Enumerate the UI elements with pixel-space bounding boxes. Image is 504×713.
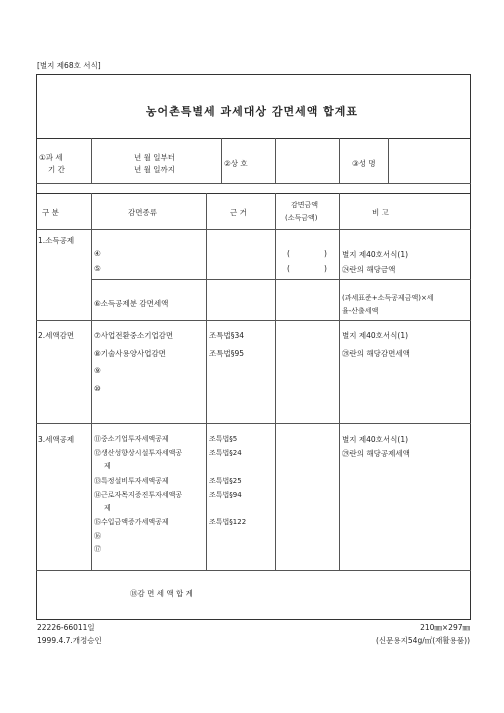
credit-item: ⑰ [94, 545, 101, 553]
divider [206, 193, 207, 570]
reduction-item: ⑨ [94, 366, 101, 375]
paper-size: 210㎜×297㎜ [420, 623, 470, 632]
amount-field[interactable]: ( [287, 249, 290, 258]
divider [339, 138, 340, 183]
divider [275, 193, 276, 570]
credit-remark: ㉙란의 해당공제세액 [342, 449, 410, 458]
name-label: ③성 명 [352, 159, 376, 168]
credit-item: ⑪중소기업투자세액공제 [94, 435, 169, 443]
trade-name-label: ②상 호 [224, 159, 248, 168]
credit-remark: 별지 제40호서식(1) [342, 435, 409, 444]
divider [91, 193, 92, 570]
credit-basis: 조특법§24 [209, 449, 242, 457]
reduction-item: ⑧기술사용양사업감면 [94, 349, 166, 358]
income-remark: ㉔란의 해당금액 [342, 265, 396, 274]
income-item: ⑤ [94, 264, 101, 273]
period-from-field[interactable]: 년 월 일부터 [134, 153, 175, 162]
credit-item: 제 [104, 462, 111, 470]
approval-date: 1999.4.7.개정승인 [37, 636, 102, 645]
header-basis: 근 거 [230, 208, 247, 217]
form-code: 22226-66011일 [37, 623, 95, 632]
credit-basis: 조특법§5 [209, 435, 238, 443]
credit-basis: 조특법§25 [209, 477, 242, 485]
credit-basis: 조특법§122 [209, 518, 247, 526]
header-category: 구 분 [42, 208, 59, 217]
section-reduction-label: 2.세액감면 [38, 331, 75, 340]
reduction-item: ⑦사업전환중소기업감면 [94, 331, 174, 340]
credit-item: ⑯ [94, 532, 101, 540]
divider [36, 570, 471, 571]
form-title: 농어촌특별세 과세대상 감면세액 합계표 [145, 105, 359, 118]
section-credit-label: 3.세액공제 [38, 435, 75, 444]
period-label: ①과 세 [39, 153, 63, 162]
divider [91, 279, 471, 280]
divider [388, 138, 389, 183]
period-to-field[interactable]: 년 월 일까지 [134, 165, 175, 174]
credit-item: 제 [104, 504, 111, 512]
paper-type: (신문용지54g/㎡(재활용품)) [376, 636, 470, 645]
income-item: ④ [94, 249, 101, 258]
credit-item: ⑫생산성향상시설투자세액공 [94, 449, 183, 457]
divider [36, 423, 471, 424]
income-formula: 율-산출세액 [342, 307, 379, 315]
reduction-basis: 조특법§95 [209, 349, 245, 358]
divider [36, 183, 471, 184]
income-remark: 별지 제40호서식(1) [342, 250, 409, 259]
total-label: ⑱감 면 세 액 합 계 [130, 589, 193, 598]
divider [36, 138, 471, 139]
divider [36, 320, 471, 321]
header-remarks: 비 고 [372, 208, 389, 217]
header-amount: 감면금액 [291, 201, 319, 209]
reduction-remark: ㉘란의 해당감면세액 [342, 349, 410, 358]
divider [275, 138, 276, 183]
divider [36, 229, 471, 230]
credit-item: ⑬특정설비투자세액공제 [94, 477, 169, 485]
amount-field[interactable]: ( [287, 264, 290, 273]
period-label: 기 간 [48, 165, 65, 174]
divider [221, 138, 222, 183]
reduction-item: ⑩ [94, 384, 101, 393]
income-formula: (과세표준+소득공제금액)×세 [342, 294, 434, 302]
divider [36, 193, 471, 194]
form-frame [36, 74, 471, 620]
amount-field-close: ) [324, 249, 327, 258]
amount-field-close: ) [324, 264, 327, 273]
credit-basis: 조특법§94 [209, 491, 242, 499]
divider [91, 138, 92, 183]
divider [339, 193, 340, 570]
header-reduction-type: 감면종류 [128, 208, 157, 217]
header-amount-sub: (소득금액) [285, 214, 318, 222]
reduction-basis: 조특법§34 [209, 331, 245, 340]
reduction-remark: 별지 제40호서식(1) [342, 331, 409, 340]
section-income-label: 1.소득공제 [38, 236, 75, 245]
income-item: ⑥소득공제분 감면세액 [94, 299, 169, 308]
credit-item: ⑮수입금액증가세액공제 [94, 518, 169, 526]
credit-item: ⑭근로자목지증진투자세액공 [94, 491, 183, 499]
form-number-label: [별지 제68호 서식] [37, 61, 101, 70]
